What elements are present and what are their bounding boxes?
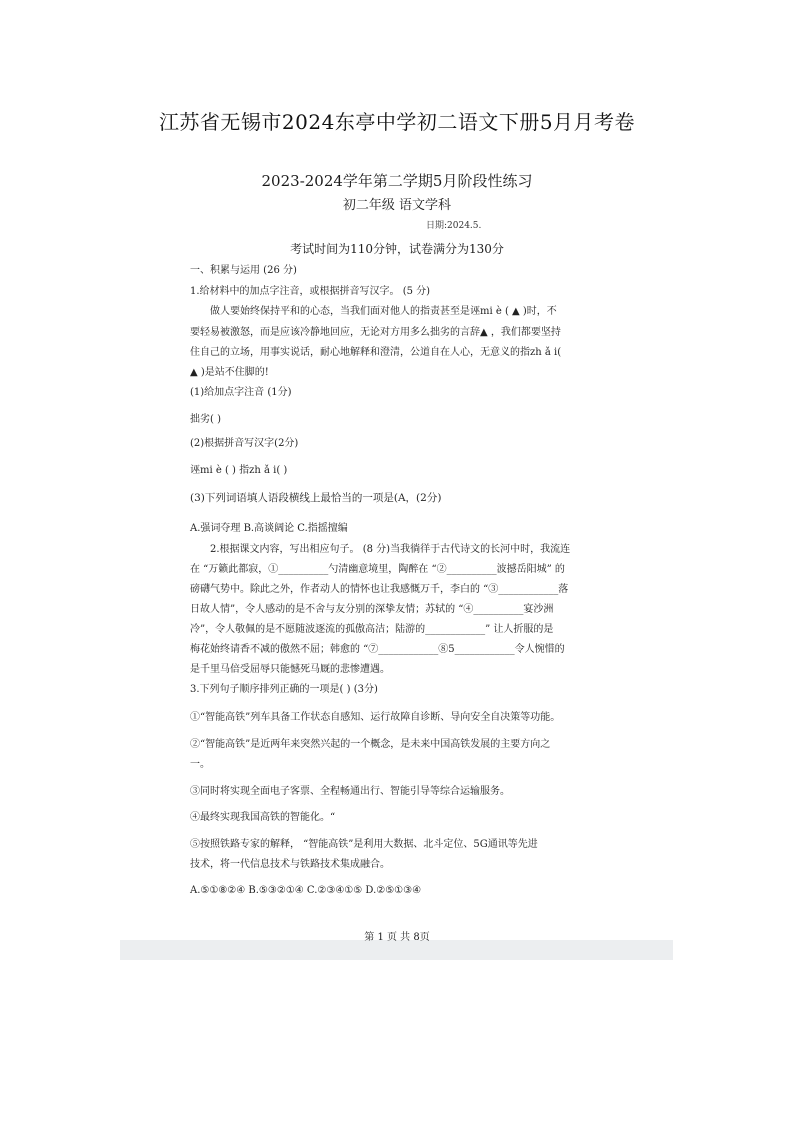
section-heading: 一、积累与运用 (26 分) bbox=[190, 265, 297, 276]
subquestion-1: (1)给加点字注音 (1分) bbox=[190, 387, 292, 398]
page-footer: 第 1 页 共 8页 bbox=[364, 932, 430, 943]
answer-line-2: 诬mi è ( ) 指zh ǎ i( ) bbox=[190, 465, 288, 476]
choice-options-1: A.强词夺理 B.高谈阔论 C.指摇擅编 bbox=[190, 523, 348, 534]
passage-line-3: 住自己的立场，用事实说话，耐心地解释和澄清，公道自在人心，无意义的指zh ǎ i( bbox=[190, 347, 562, 358]
sentence-2-cont: 一。 bbox=[190, 759, 210, 770]
sentence-5-cont: 技术，将一代信息技术与铁路技术集成融合。 bbox=[190, 859, 390, 870]
choice-options-2: A.⑤①⑧②④ B.⑤③②①④ C.②③④①⑤ D.②⑤①③④ bbox=[190, 885, 422, 896]
exam-subtitle: 初二年级 语文学科 bbox=[342, 198, 452, 213]
exam-time-note: 考试时间为110分钟，试卷满分为130分 bbox=[290, 242, 504, 256]
passage-line-2: 要轻易被激怒，而是应该冷静地回应，无论对方用多么拙劣的言辞▲ ，我们都要坚持 bbox=[190, 327, 561, 338]
question-3-stem: 3.下列句子顺序排列正确的一项是( ) (3分) bbox=[190, 684, 378, 695]
sentence-3: ③同时将实现全面电子客票、全程畅通出行、智能引导等综合运输服务。 bbox=[190, 786, 510, 797]
question-2-line-1: 2.根据课文内容，写出相应句子。 (8 分)当我徜徉于古代诗文的长河中时，我流连 bbox=[210, 544, 571, 555]
question-2-line-7: 是千里马倍受屈辱只能憾死马厩的悲惨遭遇。 bbox=[190, 664, 390, 675]
question-2-line-6: 梅花始终请香不减的傲然不屈；韩愈的 “⑦____________⑧5____________令人惋惜的 bbox=[190, 644, 565, 655]
sentence-1: ①“智能高铁”列车具备工作状态自感知、运行故障自诊断、导向安全自决策等功能。 bbox=[190, 712, 561, 723]
passage-line-1: 做人要始终保持平和的心态，当我们面对他人的指责甚至是诬mi è ( ▲ )时，不 bbox=[210, 306, 557, 317]
question-2-line-2: 在 “万籁此都寂，①__________勺清幽意境里，陶醉在 “②__________波撼岳阳城” 的 bbox=[190, 564, 565, 575]
question-2-line-4: 日故人情”，令人感动的是不舍与友分别的深挚友情；苏轼的 “④__________宴沙洲 bbox=[190, 604, 554, 615]
subquestion-2: (2)根据拼音写汉字(2分) bbox=[190, 438, 299, 449]
question-2-line-5: 冷”，令人敬佩的是不愿随波逐流的孤傲高洁；陆游的____________” 让人折服的是 bbox=[190, 624, 554, 635]
answer-line-1: 拙劣( ) bbox=[190, 414, 221, 425]
exam-date: 日期:2024.5. bbox=[426, 221, 482, 231]
scan-shadow-strip bbox=[120, 940, 673, 960]
subquestion-3: (3)下列词语填人语段横线上最恰当的一项是(A，(2分) bbox=[190, 492, 442, 504]
sentence-2: ②“智能高铁”是近两年来突然兴起的一个概念，是未来中国高铁发展的主要方向之 bbox=[190, 739, 551, 750]
document-title: 江苏省无锡市2024东亭中学初二语文下册5月月考卷 bbox=[158, 110, 636, 134]
sentence-4: ④最终实现我国高铁的智能化。“ bbox=[190, 812, 336, 823]
question-1-stem: 1.给材料中的加点字注音，或根据拼音写汉字。 (5 分) bbox=[190, 286, 431, 297]
passage-line-4: ▲ )是站不住脚的! bbox=[190, 367, 269, 378]
question-2-line-3: 磅礴气势中。除此之外，作者动人的情怀也让我感慨万千，李白的 “③____________落 bbox=[190, 584, 569, 595]
exam-title: 2023-2024学年第二学期5月阶段性练习 bbox=[261, 172, 533, 190]
sentence-5: ⑤按照铁路专家的解释， “智能高铁”是利用大数据、北斗定位、5G通讯等先进 bbox=[190, 839, 538, 850]
